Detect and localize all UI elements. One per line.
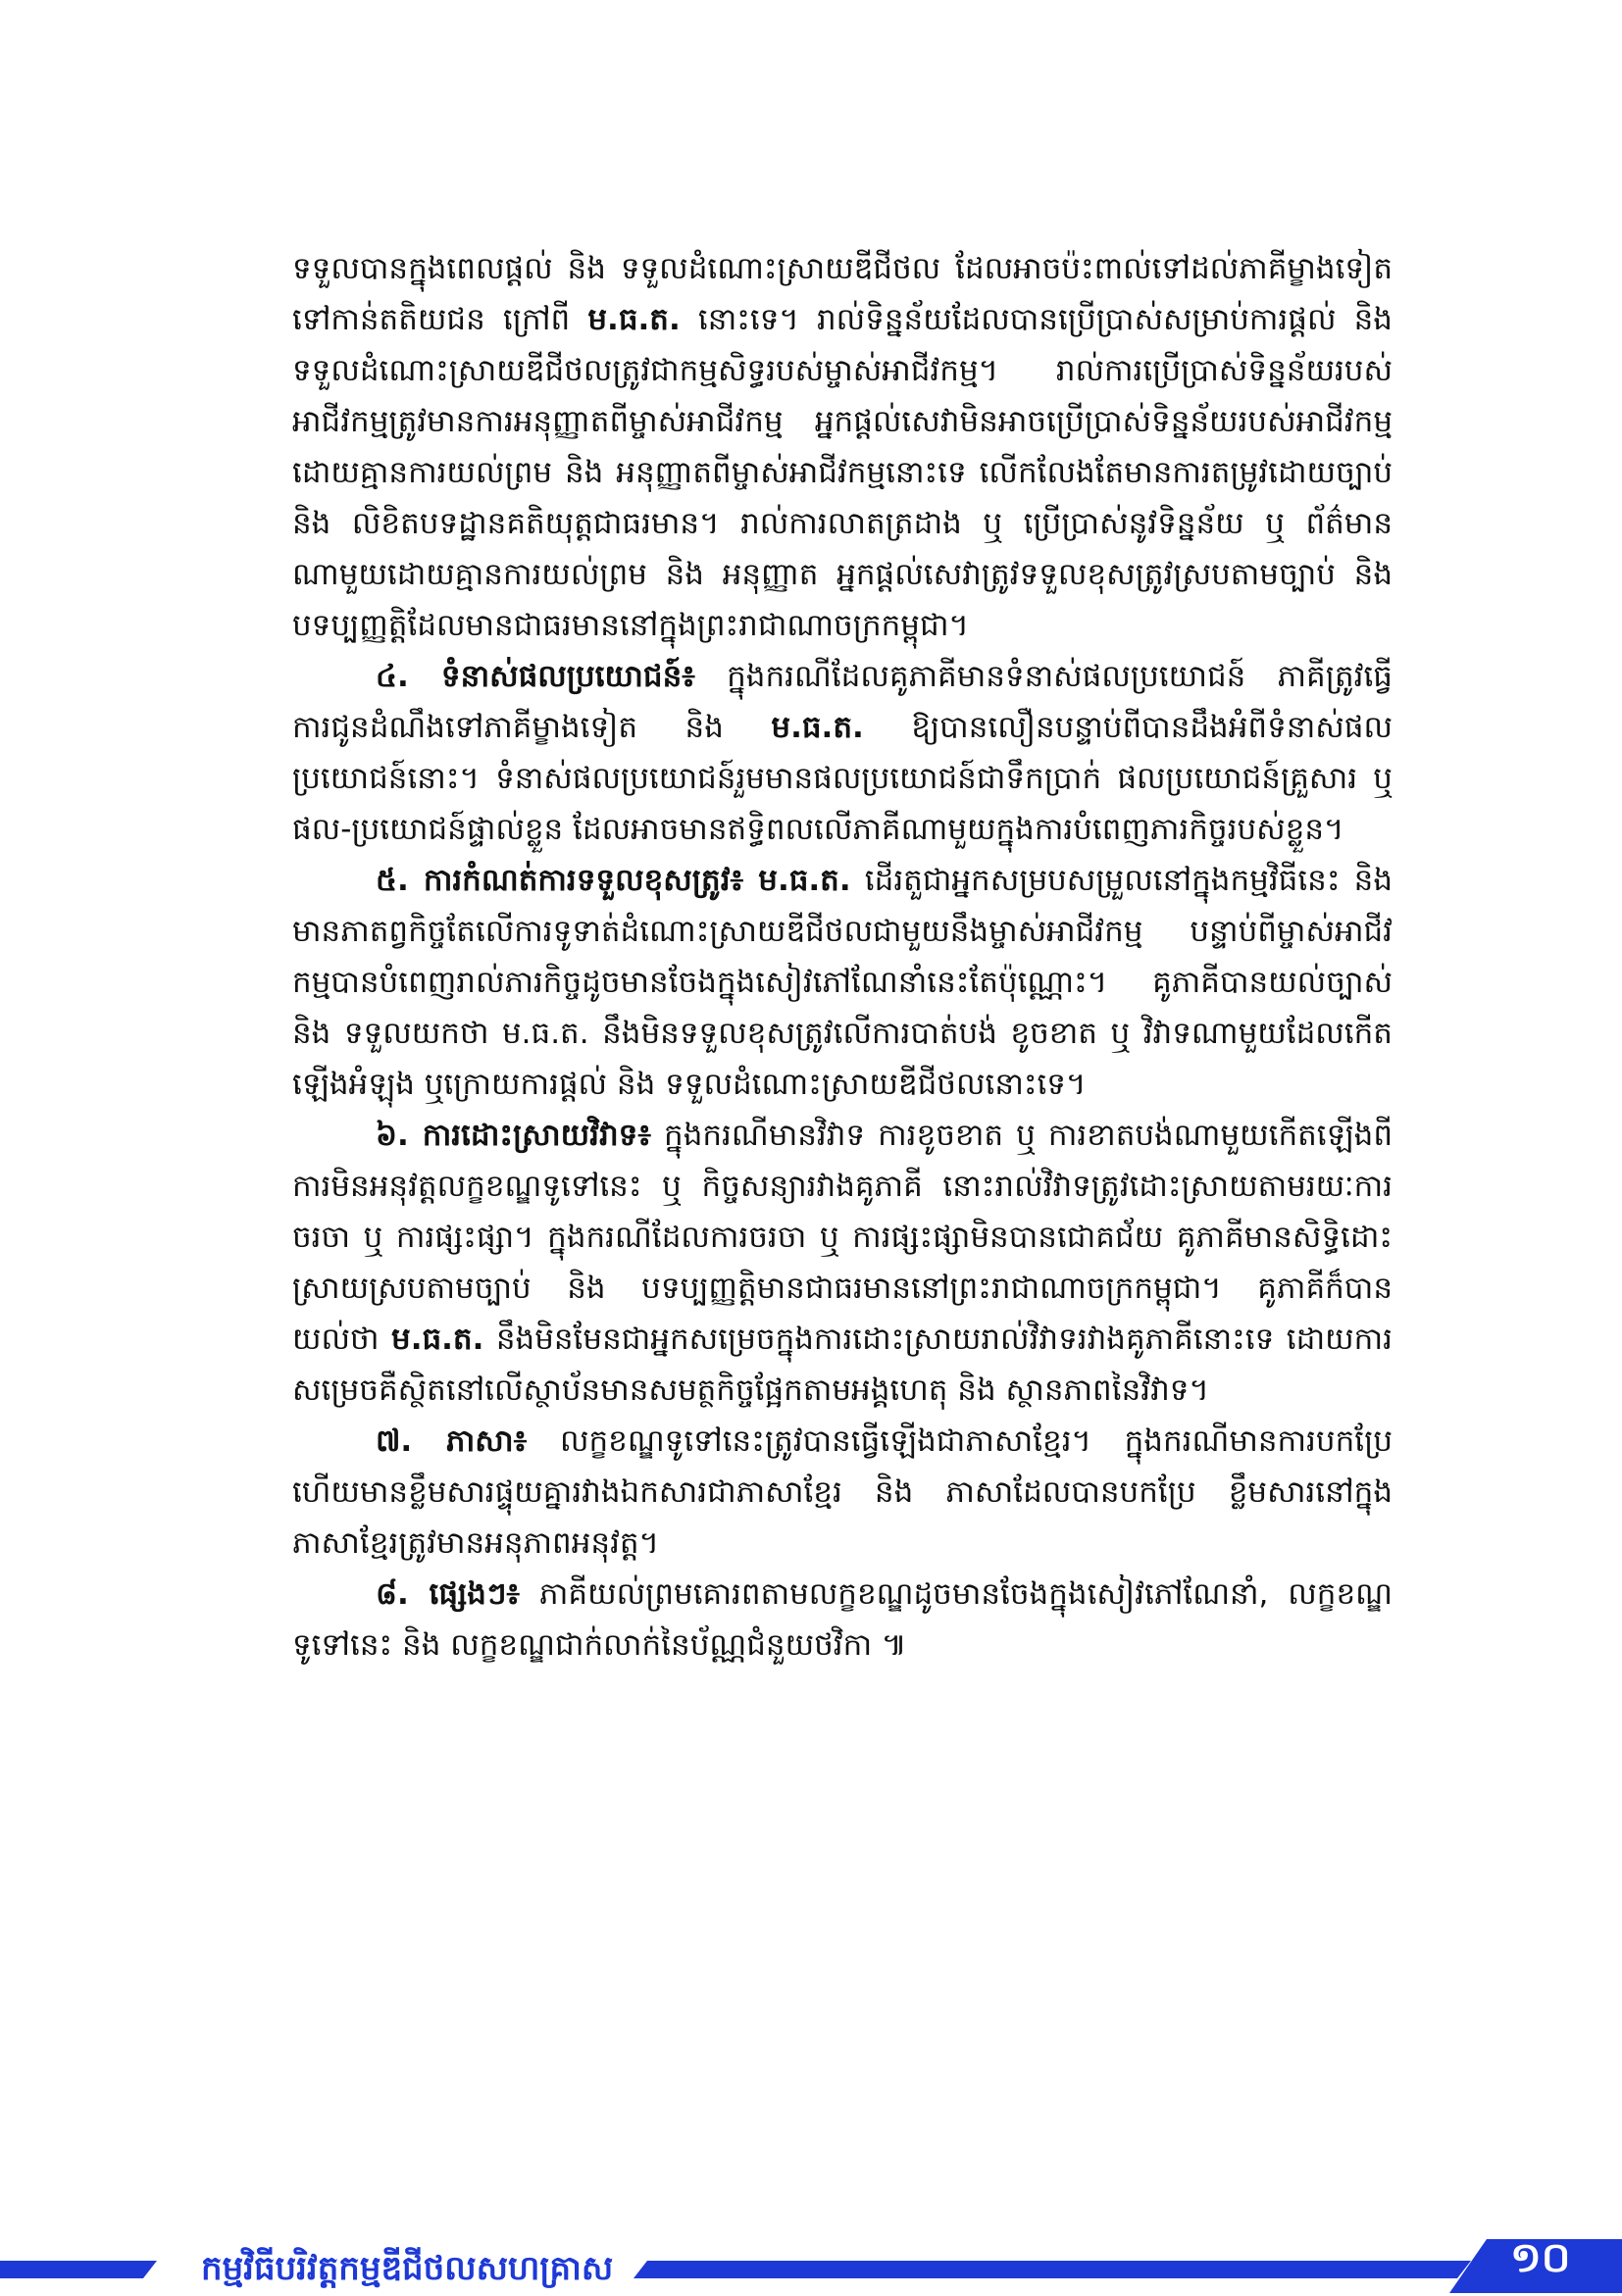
- bold-text-segment: ៥. ការកំណត់ការទទួលខុសត្រូវ៖ ម.ធ.ត.: [376, 863, 851, 898]
- text-segment: ក្នុងករណីមានវិវាទ ការខូចខាត ឬ ការខាតបង់ណាមួយកើតឡើងពីការមិនអនុវត្តលក្ខខណ្ឌទូទៅនេះ ឬ កិច្ចសន្យារវាងគូភាគី នោះរាល់វិវាទត្រូវដោះស្រាយតាមរយៈការចរចា ឬ ការផ្សះផ្សា។ ក្នុងករណីដែលការចរចា ឬ ការផ្សះផ្សាមិនបានជោគជ័យ គូភាគីមានសិទ្ធិដោះស្រាយស្របតាមច្បាប់ និង បទប្បញ្ញត្តិមានជាធរមាននៅព្រះរាជាណាចក្រកម្ពុជា។ គូភាគីក៏បានយល់ថា: [292, 1118, 1393, 1357]
- paragraph-dispute-resolution: [292, 1110, 1393, 1416]
- text-segment: ក្នុងករណីដែលគូភាគីមានទំនាស់ផលប្រយោជន៍ ភាគីត្រូវធ្វើការជូនដំណឹងទៅភាគីម្ខាងទៀត និង: [292, 659, 1393, 745]
- text-segment: ភាគីយល់ព្រមគោរពតាមលក្ខខណ្ឌដូចមានចែងក្នុងសៀវភៅណែនាំ, លក្ខខណ្ឌទូទៅនេះ និង លក្ខខណ្ឌជាក់លាក់នៃប័ណ្ណជំនួយថវិកា ៕: [292, 1576, 1393, 1663]
- footer-middle-stripe: [634, 2261, 1471, 2278]
- bold-text-segment: ម.ធ.ត.: [391, 1322, 484, 1357]
- paragraph-limitation-of-liability: [292, 855, 1393, 1110]
- bold-text-segment: ម.ធ.ត.: [587, 302, 681, 337]
- text-segment: ដើរតួជាអ្នកសម្របសម្រួលនៅក្នុងកម្មវិធីនេះ និង មានភាតព្វកិច្ចតែលើការទូទាត់ដំណោះស្រាយឌីជីថលជាមួយនឹងម្ចាស់អាជីវកម្ម បន្ទាប់ពីម្ចាស់អាជីវកម្មបានបំពេញរាល់ភារកិច្ចដូចមានចែងក្នុងសៀវភៅណែនាំនេះតែប៉ុណ្ណោះ។ គូភាគីបានយល់ច្បាស់ និង ទទួលយកថា ម.ធ.ត. នឹងមិនទទួលខុសត្រូវលើការបាត់បង់ ខូចខាត ឬ វិវាទណាមួយដែលកើតឡើងអំឡុង ឬក្រោយការផ្តល់ និង ទទួលដំណោះស្រាយឌីជីថលនោះទេ។: [292, 863, 1393, 1102]
- bold-text-segment: ៨. ផ្សេងៗ៖: [376, 1576, 521, 1612]
- footer-title: កម្មវិធីបរិវត្តកម្មឌីជីថលសហគ្រាស: [201, 2249, 614, 2288]
- bold-text-segment: ៧. ភាសា៖: [376, 1423, 528, 1459]
- text-segment: លក្ខខណ្ឌទូទៅនេះត្រូវបានធ្វើឡើងជាភាសាខ្មែរ។ ក្នុងករណីមានការបកប្រែ ហើយមានខ្លឹមសារផ្ទុយគ្នារវាងឯកសារជាភាសាខ្មែរ និង ភាសាដែលបានបកប្រែ ខ្លឹមសារនៅក្នុងភាសាខ្មែរត្រូវមានអនុភាពអនុវត្ត។: [292, 1423, 1394, 1561]
- bold-text-segment: ៦. ការដោះស្រាយវិវាទ៖: [376, 1118, 651, 1153]
- text-segment: នោះទេ។ រាល់ទិន្នន័យដែលបានប្រើប្រាស់សម្រាប់ការផ្តល់ និង ទទួលដំណោះស្រាយឌីជីថលត្រូវជាកម្មសិទ្ធរបស់ម្ចាស់អាជីវកម្ម។ រាល់ការប្រើប្រាស់ទិន្នន័យរបស់អាជីវកម្មត្រូវមានការអនុញ្ញាតពីម្ចាស់អាជីវកម្ម អ្នកផ្តល់សេវាមិនអាចប្រើប្រាស់ទិន្នន័យរបស់អាជីវកម្មដោយគ្មានការយល់ព្រម និង អនុញ្ញាតពីម្ចាស់អាជីវកម្មនោះទេ លើកលែងតែមានការតម្រូវដោយច្បាប់ និង លិខិតបទដ្ឋានគតិយុត្តជាធរមាន។ រាល់ការលាតត្រដាង ឬ ប្រើប្រាស់នូវទិន្នន័យ ឬ ព័ត៌មានណាមួយដោយគ្មានការយល់ព្រម និង អនុញ្ញាត អ្នកផ្តល់សេវាត្រូវទទួលខុសត្រូវស្របតាមច្បាប់ និង បទប្បញ្ញត្តិដែលមានជាធរមាននៅក្នុងព្រះរាជាណាចក្រកម្ពុជា។: [292, 302, 1393, 643]
- paragraph-miscellaneous: [292, 1569, 1393, 1671]
- bold-text-segment: ម.ធ.ត.: [771, 710, 864, 745]
- text-segment: នឹងមិនមែនជាអ្នកសម្រេចក្នុងការដោះស្រាយរាល់វិវាទរវាងគូភាគីនោះទេ ដោយការសម្រេចគឺស្ថិតនៅលើស្ថាប័នមានសមត្ថកិច្ចផ្អែកតាមអង្គហេតុ និង ស្ថានភាពនៃវិវាទ។: [292, 1322, 1394, 1408]
- text-segment: ឱ្យបានលឿនបន្ទាប់ពីបានដឹងអំពីទំនាស់ផលប្រយោជន៍នោះ។ ទំនាស់ផលប្រយោជន៍រួមមានផលប្រយោជន៍ជាទឹកប្រាក់ ផលប្រយោជន៍គ្រួសារ ឬ ផល-ប្រយោជន៍ផ្ទាល់ខ្លួន ដែលអាចមានឥទ្ធិពលលើភាគីណាមួយក្នុងការបំពេញភារកិច្ចរបស់ខ្លួន។: [292, 710, 1393, 847]
- text-segment: ទទួលបានក្នុងពេលផ្តល់ និង ទទួលដំណោះស្រាយឌីជីថល ដែលអាចប៉ះពាល់ទៅដល់ភាគីម្ខាងទៀត ទៅកាន់តតិយជន ក្រៅពី: [292, 251, 1393, 337]
- paragraph-continuation: [292, 243, 1393, 651]
- body-text: [292, 243, 1393, 1671]
- page-number: ១០: [1510, 2233, 1571, 2281]
- paragraph-conflict-of-interest: [292, 651, 1393, 855]
- bold-text-segment: ៤. ទំនាស់ផលប្រយោជន៍៖: [376, 659, 695, 694]
- footer-left-stripe: [0, 2261, 157, 2278]
- paragraph-language: [292, 1416, 1393, 1569]
